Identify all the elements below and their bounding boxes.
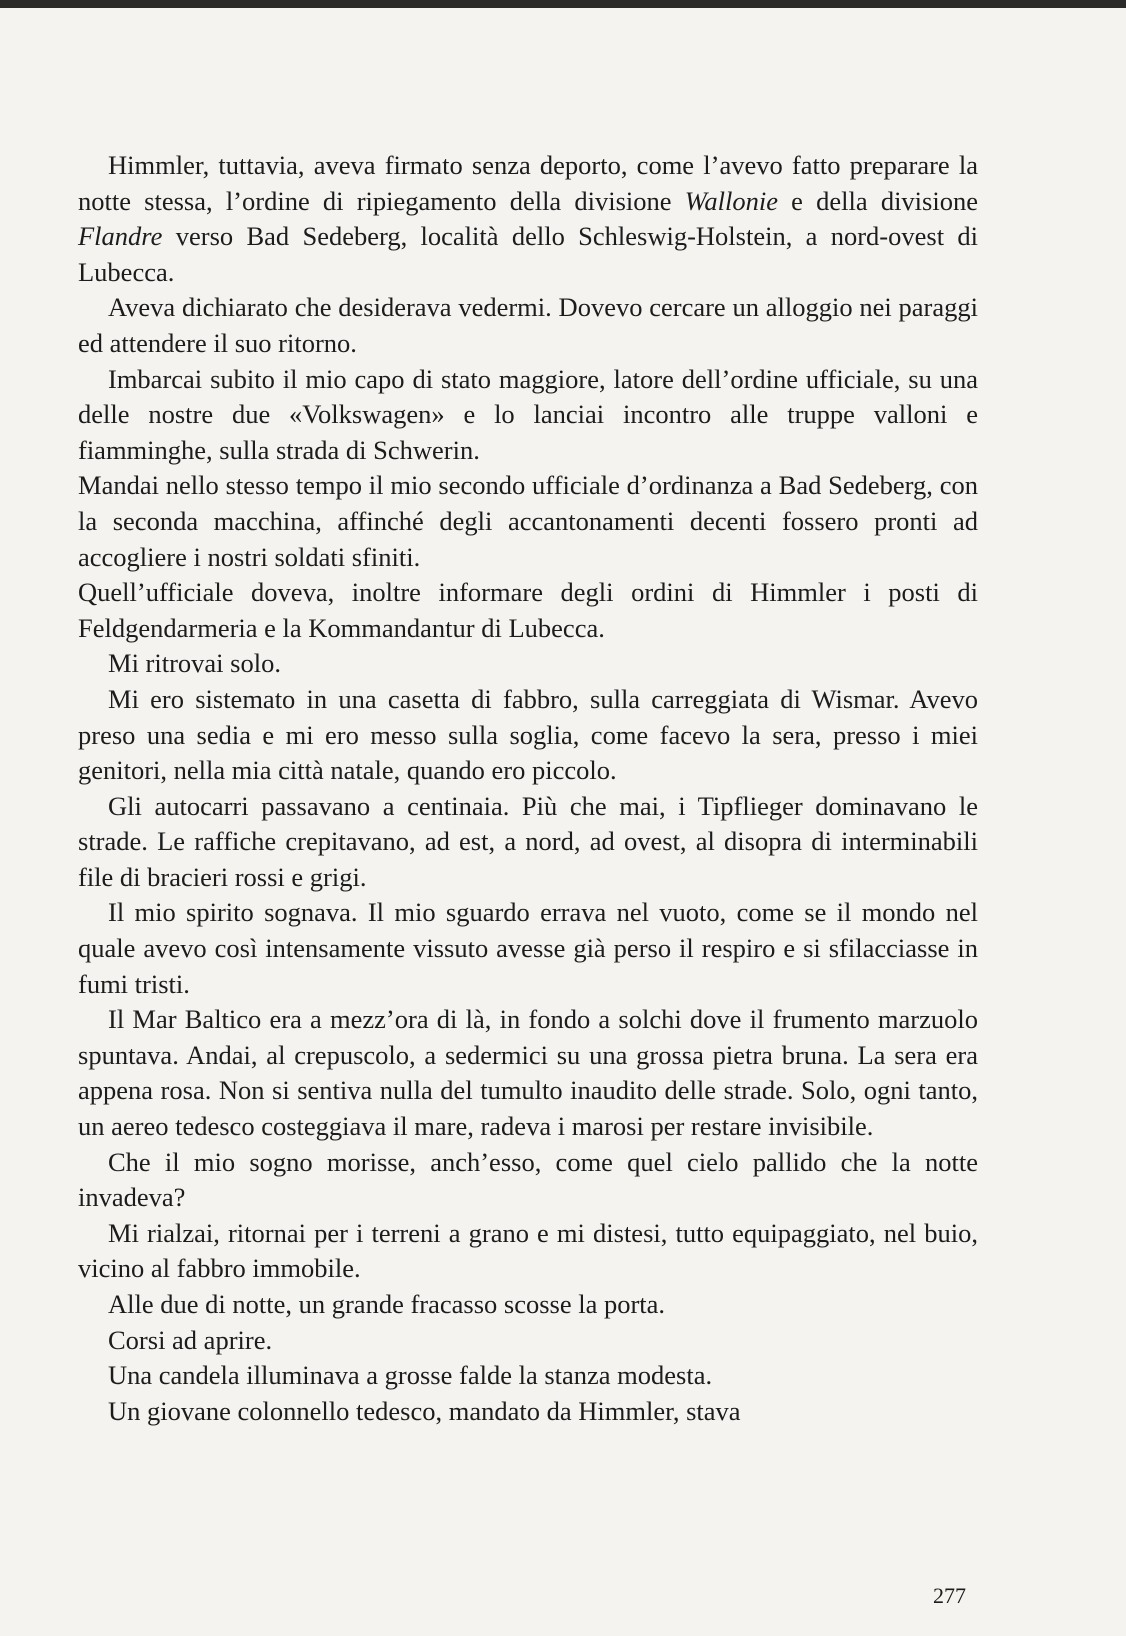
paragraph	[78, 1002, 978, 1144]
text-run: Mi ero sistemato in una casetta di fabbro, sulla carreggiata di Wismar. Avevo preso una sedia e mi ero messo sulla soglia, come facevo la sera, presso i miei genitori, nella mia città natale, quando ero piccolo.	[78, 683, 978, 786]
paragraph	[78, 789, 978, 896]
page-body-text	[78, 148, 978, 1429]
top-edge-rule	[0, 0, 1126, 8]
paragraph	[78, 1145, 978, 1216]
text-run: Corsi ad aprire.	[108, 1324, 273, 1355]
paragraph	[78, 1216, 978, 1287]
paragraph	[78, 1287, 978, 1323]
text-run: Mandai nello stesso tempo il mio secondo ufficiale d’ordinanza a Bad Sedeberg, con la seconda macchina, affinché degli accantonamenti decenti fossero pronti ad accogliere i nostri soldati sfiniti.	[78, 470, 978, 572]
text-run: Aveva dichiarato che desiderava vedermi. Dovevo cercare un alloggio nei paraggi ed attendere il suo ritorno.	[78, 292, 978, 358]
paragraph	[78, 468, 978, 575]
text-run: Alle due di notte, un grande fracasso scosse la porta.	[108, 1289, 666, 1319]
paragraph	[78, 1394, 978, 1430]
italic-text-run: Flandre	[78, 221, 163, 252]
text-run: e della divisione	[777, 185, 978, 216]
text-run: Una candela illuminava a grosse falde la stanza modesta.	[108, 1360, 713, 1391]
paragraph	[78, 646, 978, 682]
paragraph	[78, 290, 978, 361]
text-run: Il mio spirito sognava. Il mio sguardo errava nel vuoto, come se il mondo nel quale avevo così intensamente vissuto avesse già perso il respiro e si sfilacciasse in fumi tristi.	[78, 897, 978, 999]
paragraph	[78, 682, 978, 789]
page-number: 277	[933, 1583, 966, 1608]
text-run: Mi rialzai, ritornai per i terreni a grano e mi distesi, tutto equipaggiato, nel buio, vicino al fabbro immobile.	[78, 1217, 978, 1284]
paragraph	[78, 362, 978, 469]
text-run: Mi ritrovai solo.	[108, 648, 281, 679]
text-run: Gli autocarri passavano a centinaia. Più che mai, i Tipflieger dominavano le strade. Le raffiche crepitavano, ad est, a nord, ad ovest, al disopra di interminabili file di bracieri rossi e grigi.	[78, 790, 978, 892]
text-run: Il Mar Baltico era a mezz’ora di là, in fondo a solchi dove il frumento marzuolo spuntava. Andai, al crepuscolo, a sedermici su una grossa pietra bruna. La sera era appena rosa. Non si sentiva nulla del tumulto inaudito delle strade. Solo, ogni tanto, un aereo tedesco costeggiava il mare, radeva i marosi per restare invisibile.	[78, 1004, 978, 1142]
text-run: Himmler, tuttavia, aveva firmato senza deporto, come l’avevo fatto preparare la notte stessa, l’ordine di ripiegamento della divisione	[78, 150, 978, 216]
italic-text-run: Wallonie	[684, 185, 778, 216]
paragraph	[78, 895, 978, 1002]
text-run: Che il mio sogno morisse, anch’esso, come quel cielo pallido che la notte invadeva?	[78, 1146, 978, 1213]
text-run: Quell’ufficiale doveva, inoltre informare degli ordini di Himmler i posti di Feldgendarmeria e la Kommandantur di Lubecca.	[78, 577, 978, 643]
paragraph	[78, 148, 978, 290]
text-run: verso Bad Sedeberg, località dello Schleswig-Holstein, a nord-ovest di Lubecca.	[78, 221, 978, 287]
paragraph	[78, 1323, 978, 1359]
paragraph	[78, 575, 978, 646]
text-run: Un giovane colonnello tedesco, mandato da Himmler, stava	[108, 1395, 741, 1426]
paragraph	[78, 1358, 978, 1394]
text-run: Imbarcai subito il mio capo di stato maggiore, latore dell’ordine ufficiale, su una delle nostre due «Volkswagen» e lo lanciai incontro alle truppe valloni e fiamminghe, sulla strada di Schwerin.	[78, 363, 978, 465]
